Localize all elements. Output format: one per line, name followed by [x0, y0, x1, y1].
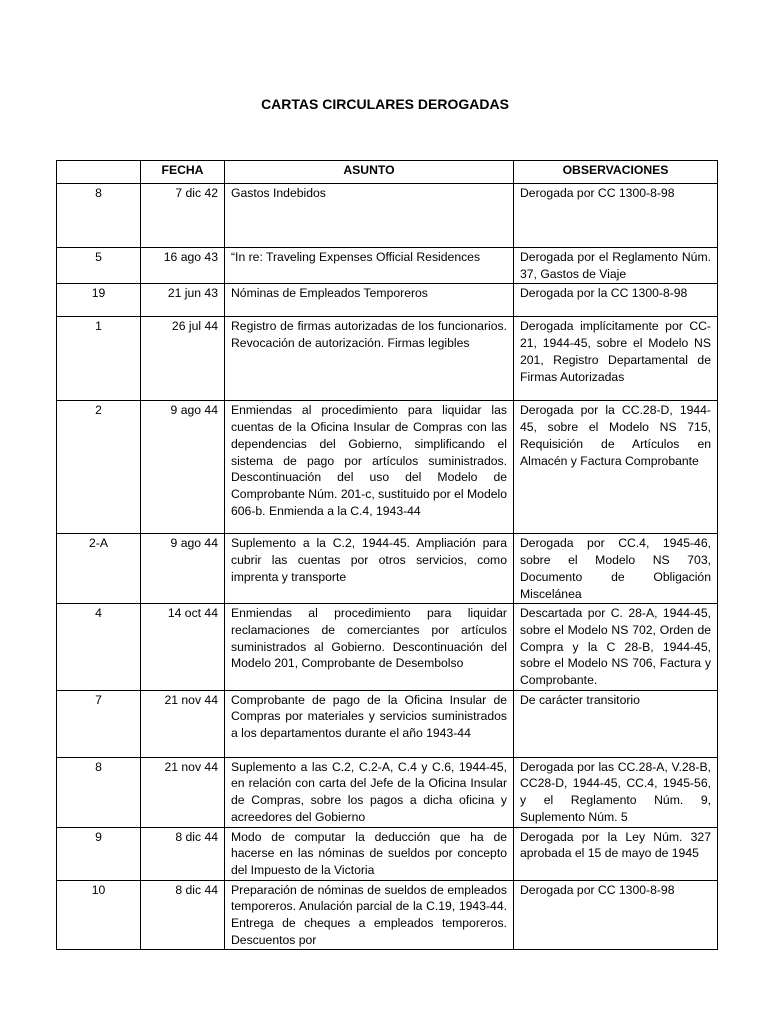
header-date: FECHA — [141, 161, 225, 184]
table-row — [57, 534, 718, 604]
cell-number: 8 — [57, 184, 141, 248]
cell-observations: Derogada por la Ley Núm. 327 aprobada el 15 de mayo de 1945 — [514, 827, 718, 880]
cell-observations: Derogada por la CC.28-D, 1944-45, sobre el Modelo NS 715, Requisición de Artículos en Almacén y Factura Comprobante — [514, 401, 718, 534]
cell-date: 16 ago 43 — [141, 248, 225, 284]
cell-number: 8 — [57, 757, 141, 827]
table-header-row — [57, 161, 718, 184]
header-number — [57, 161, 141, 184]
table-row — [57, 690, 718, 757]
cell-number: 1 — [57, 317, 141, 401]
cell-number: 2-A — [57, 534, 141, 604]
cell-observations: Derogada por CC 1300-8-98 — [514, 184, 718, 248]
table-row — [57, 184, 718, 248]
cell-subject: Comprobante de pago de la Oficina Insular de Compras por materiales y servicios suministrados a los departamentos durante el año 1943-44 — [225, 690, 514, 757]
cell-observations: Derogada por CC.4, 1945-46, sobre el Modelo NS 703, Documento de Obligación Miscelánea — [514, 534, 718, 604]
cell-date: 21 jun 43 — [141, 284, 225, 317]
cell-date: 7 dic 42 — [141, 184, 225, 248]
cell-subject: Registro de firmas autorizadas de los funcionarios. Revocación de autorización. Firmas legibles — [225, 317, 514, 401]
table-row — [57, 401, 718, 534]
table-row — [57, 880, 718, 950]
header-observations: OBSERVACIONES — [514, 161, 718, 184]
cell-date: 26 jul 44 — [141, 317, 225, 401]
cell-observations: Descartada por C. 28-A, 1944-45, sobre el Modelo NS 702, Orden de Compra y la C 28-B, 1944-45, sobre el Modelo NS 706, Factura y Comprobante. — [514, 604, 718, 691]
cell-subject: Suplemento a la C.2, 1944-45. Ampliación para cubrir las cuentas por otros servicios, como imprenta y transporte — [225, 534, 514, 604]
cell-date: 8 dic 44 — [141, 880, 225, 950]
cell-observations: Derogada por la CC 1300-8-98 — [514, 284, 718, 317]
table-row — [57, 827, 718, 880]
cell-number: 9 — [57, 827, 141, 880]
cell-subject: Enmiendas al procedimiento para liquidar reclamaciones de comerciantes por artículos suministrados al Gobierno. Descontinuación del Modelo 201, Comprobante de Desembolso — [225, 604, 514, 691]
cell-subject: Preparación de nóminas de sueldos de empleados temporeros. Anulación parcial de la C.19, 1943-44. Entrega de cheques a empleados temporeros. Descuentos por — [225, 880, 514, 950]
cell-number: 4 — [57, 604, 141, 691]
cell-number: 19 — [57, 284, 141, 317]
cell-date: 21 nov 44 — [141, 757, 225, 827]
cell-observations: Derogada implícitamente por CC-21, 1944-45, sobre el Modelo NS 201, Registro Departamental de Firmas Autorizadas — [514, 317, 718, 401]
cell-observations: De carácter transitorio — [514, 690, 718, 757]
cell-number: 7 — [57, 690, 141, 757]
derogated-letters-table — [56, 160, 718, 950]
cell-date: 21 nov 44 — [141, 690, 225, 757]
cell-subject: “In re: Traveling Expenses Official Residences — [225, 248, 514, 284]
table-row — [57, 248, 718, 284]
cell-subject: Suplemento a las C.2, C.2-A, C.4 y C.6, 1944-45, en relación con carta del Jefe de la Oficina Insular de Compras, sobre los pagos a dicha oficina y acreedores del Gobierno — [225, 757, 514, 827]
cell-subject: Gastos Indebidos — [225, 184, 514, 248]
cell-date: 9 ago 44 — [141, 401, 225, 534]
cell-subject: Nóminas de Empleados Temporeros — [225, 284, 514, 317]
cell-observations: Derogada por el Reglamento Núm. 37, Gastos de Viaje — [514, 248, 718, 284]
table-row — [57, 604, 718, 691]
cell-date: 9 ago 44 — [141, 534, 225, 604]
cell-number: 10 — [57, 880, 141, 950]
table-row — [57, 284, 718, 317]
cell-date: 8 dic 44 — [141, 827, 225, 880]
table-row — [57, 757, 718, 827]
cell-observations: Derogada por CC 1300-8-98 — [514, 880, 718, 950]
page-title: CARTAS CIRCULARES DEROGADAS — [261, 96, 509, 112]
cell-observations: Derogada por las CC.28-A, V.28-B, CC28-D, 1944-45, CC.4, 1945-56, y el Reglamento Núm. 9, Suplemento Núm. 5 — [514, 757, 718, 827]
cell-subject: Enmiendas al procedimiento para liquidar las cuentas de la Oficina Insular de Compras con las dependencias del Gobierno, simplificando el sistema de pago por artículos suministrados. Descontinuación del uso del Modelo de Comprobante Núm. 201-c, sustituido por el Modelo 606-b. Enmienda a la C.4, 1943-44 — [225, 401, 514, 534]
header-subject: ASUNTO — [225, 161, 514, 184]
table-row — [57, 317, 718, 401]
cell-number: 2 — [57, 401, 141, 534]
cell-date: 14 oct 44 — [141, 604, 225, 691]
cell-number: 5 — [57, 248, 141, 284]
cell-subject: Modo de computar la deducción que ha de hacerse en las nóminas de sueldos por concepto del Impuesto de la Victoria — [225, 827, 514, 880]
